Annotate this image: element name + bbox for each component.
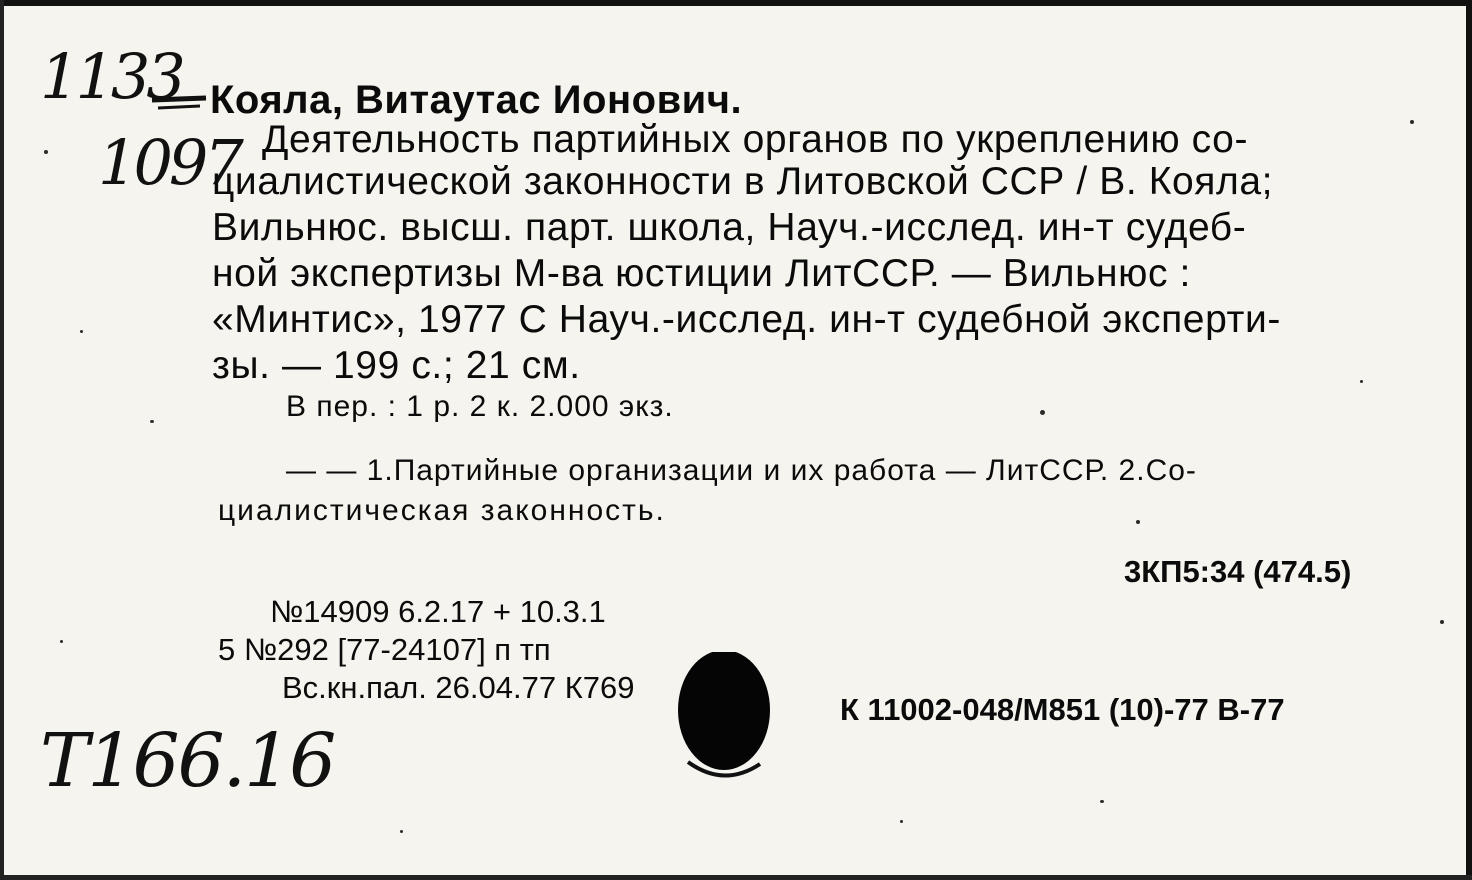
- subjects-line-2: циалистическая законность.: [218, 494, 666, 527]
- title-line-2: циалистической законности в Литовской ССР / В. Кояла;: [212, 160, 1274, 203]
- speck: [1136, 520, 1140, 524]
- speck: [1440, 620, 1444, 624]
- card-edge-left: [0, 0, 4, 880]
- speck: [80, 330, 83, 333]
- classification-code: 3КП5:34 (474.5): [1124, 554, 1352, 589]
- title-line-5: «Минтис», 1977 С Науч.-исслед. ин-т судебной эксперти-: [212, 298, 1281, 341]
- card-edge-bottom: [0, 875, 1472, 880]
- subjects-line-1: — — 1.Партийные организации и их работа — ЛитССР. 2.Со-: [286, 454, 1197, 487]
- title-line-3: Вильнюс. высш. парт. школа, Науч.-исслед. ин-т судеб-: [212, 206, 1247, 249]
- card-edge-top: [0, 0, 1472, 6]
- handwritten-number-second: 1097: [98, 126, 240, 199]
- speck: [400, 830, 403, 833]
- punch-hole-icon: [668, 652, 788, 792]
- speck: [44, 150, 48, 154]
- handwritten-dash: [150, 92, 210, 112]
- speck: [900, 820, 903, 823]
- handwritten-shelf-mark: Т166.16: [40, 718, 335, 804]
- title-line-1: Деятельность партийных органов по укреплению со-: [262, 118, 1249, 161]
- speck: [150, 420, 154, 423]
- speck: [1360, 380, 1363, 383]
- speck: [1040, 410, 1045, 415]
- title-line-4: ной экспертизы М-ва юстиции ЛитССР. — Вильнюс :: [212, 252, 1191, 295]
- speck: [60, 640, 63, 643]
- imprint-line-1: №14909 6.2.17 + 10.3.1: [270, 594, 606, 629]
- author-heading: Кояла, Витаутас Ионович.: [210, 78, 743, 122]
- imprint-line-3: Вс.кн.пал. 26.04.77 К769: [282, 670, 635, 705]
- speck: [1100, 800, 1104, 803]
- handwritten-number-top: 1133: [40, 40, 182, 113]
- catalog-code: К 11002-048/М851 (10)-77 В-77: [840, 692, 1285, 727]
- imprint-line-2: 5 №292 [77-24107] п тп: [218, 632, 551, 667]
- speck: [1410, 120, 1414, 124]
- card-edge-right: [1466, 0, 1472, 880]
- title-line-6: зы. — 199 с.; 21 см.: [212, 344, 581, 387]
- price-line: В пер. : 1 р. 2 к. 2.000 экз.: [286, 390, 674, 423]
